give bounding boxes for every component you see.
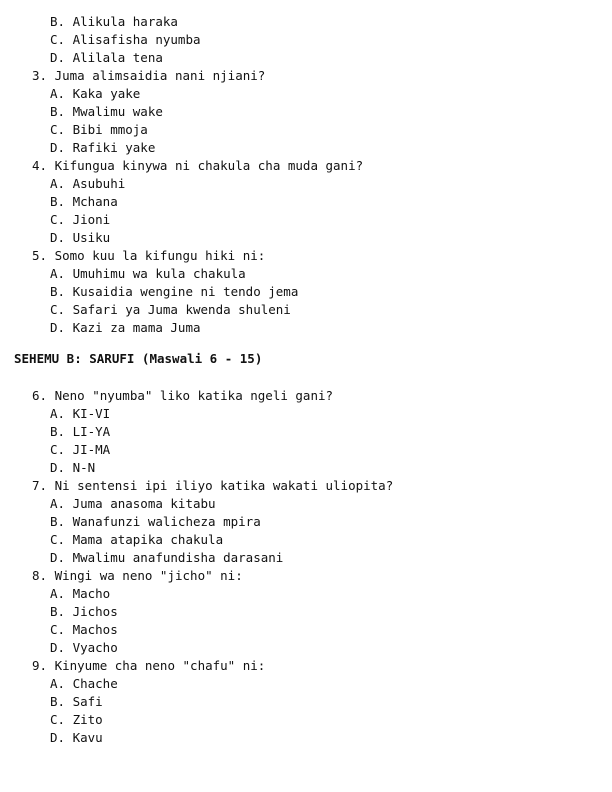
- section-heading: SEHEMU B: SARUFI (Maswali 6 - 15): [14, 351, 263, 366]
- option-c: C. Mama atapika chakula: [50, 532, 224, 547]
- question-8: 8. Wingi wa neno "jicho" ni:: [32, 568, 243, 583]
- option-d: D. Alilala tena: [50, 50, 163, 65]
- question-4: 4. Kifungua kinywa ni chakula cha muda gani?: [32, 158, 364, 173]
- option-d: D. Rafiki yake: [50, 140, 156, 155]
- option-b: B. Mchana: [50, 194, 118, 209]
- option-c: C. JI-MA: [50, 442, 111, 457]
- option-d: D. Mwalimu anafundisha darasani: [50, 550, 284, 565]
- question-9: 9. Kinyume cha neno "chafu" ni:: [32, 658, 266, 673]
- option-b: B. Mwalimu wake: [50, 104, 163, 119]
- option-d: D. Kavu: [50, 730, 103, 745]
- option-d: D. Kazi za mama Juma: [50, 320, 201, 335]
- option-b: B. Wanafunzi walicheza mpira: [50, 514, 261, 529]
- question-7: 7. Ni sentensi ipi iliyo katika wakati uliopita?: [32, 478, 394, 493]
- option-c: C. Machos: [50, 622, 118, 637]
- option-a: A. Chache: [50, 676, 118, 691]
- option-d: D. Usiku: [50, 230, 111, 245]
- option-c: C. Alisafisha nyumba: [50, 32, 201, 47]
- option-a: A. Juma anasoma kitabu: [50, 496, 216, 511]
- option-b: B. Kusaidia wengine ni tendo jema: [50, 284, 299, 299]
- option-c: C. Jioni: [50, 212, 111, 227]
- question-3: 3. Juma alimsaidia nani njiani?: [32, 68, 266, 83]
- option-a: A. Umuhimu wa kula chakula: [50, 266, 246, 281]
- option-d: D. N-N: [50, 460, 96, 475]
- option-b: B. Jichos: [50, 604, 118, 619]
- option-c: C. Zito: [50, 712, 103, 727]
- option-a: A. KI-VI: [50, 406, 111, 421]
- option-b: B. Alikula haraka: [50, 14, 178, 29]
- option-a: A. Macho: [50, 586, 111, 601]
- question-6: 6. Neno "nyumba" liko katika ngeli gani?: [32, 388, 334, 403]
- option-c: C. Safari ya Juma kwenda shuleni: [50, 302, 291, 317]
- option-d: D. Vyacho: [50, 640, 118, 655]
- option-a: A. Kaka yake: [50, 86, 141, 101]
- question-5: 5. Somo kuu la kifungu hiki ni:: [32, 248, 266, 263]
- option-a: A. Asubuhi: [50, 176, 126, 191]
- option-b: B. Safi: [50, 694, 103, 709]
- option-b: B. LI-YA: [50, 424, 111, 439]
- option-c: C. Bibi mmoja: [50, 122, 148, 137]
